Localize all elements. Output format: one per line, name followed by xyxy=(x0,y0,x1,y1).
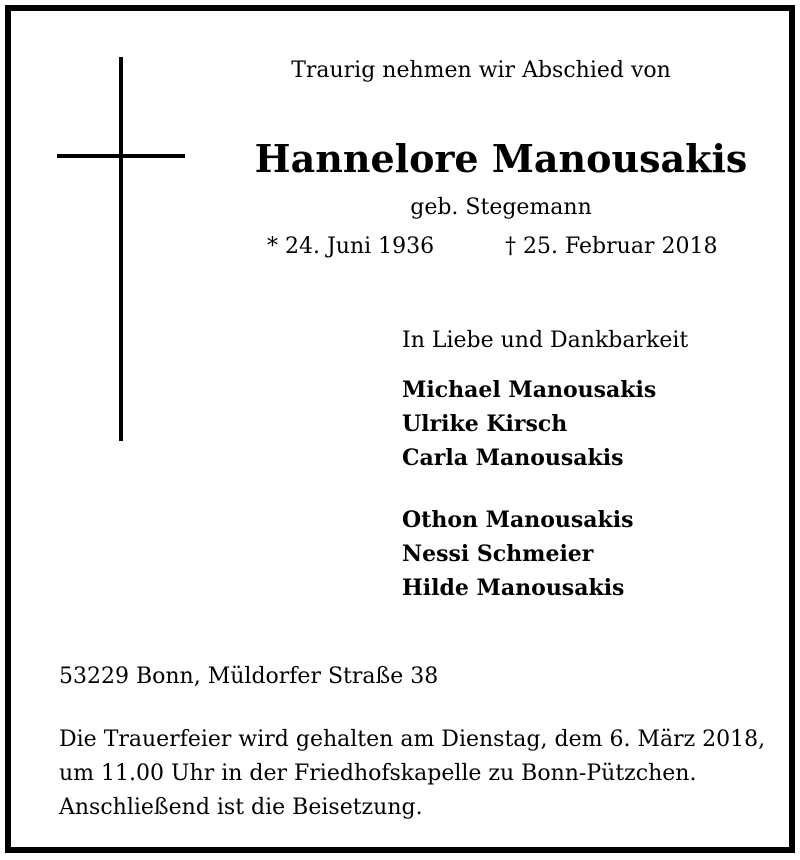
obituary-notice xyxy=(5,5,795,853)
mourner-name: Ulrike Kirsch xyxy=(402,411,568,437)
mourners-group-2 xyxy=(402,503,634,605)
mourners-group-1 xyxy=(402,373,656,475)
family-address: 53229 Bonn, Müldorfer Straße 38 xyxy=(59,664,439,689)
deceased-name: Hannelore Manousakis xyxy=(254,136,748,181)
intro-text: Traurig nehmen wir Abschied von xyxy=(291,58,671,83)
death-date: † 25. Februar 2018 xyxy=(505,234,718,259)
cross-vertical-bar xyxy=(119,57,123,441)
service-line: Die Trauerfeier wird gehalten am Dienstag, dem 6. März 2018, xyxy=(59,727,766,752)
mourner-name: Carla Manousakis xyxy=(402,445,624,471)
maiden-name: geb. Stegemann xyxy=(410,195,592,220)
closing-phrase: In Liebe und Dankbarkeit xyxy=(402,328,689,353)
service-line: um 11.00 Uhr in der Friedhofskapelle zu Bonn-Pützchen. xyxy=(59,761,697,786)
mourner-name: Michael Manousakis xyxy=(402,377,657,403)
mourner-name: Othon Manousakis xyxy=(402,507,634,533)
service-details xyxy=(59,723,765,825)
cross-horizontal-bar xyxy=(57,154,185,158)
service-line: Anschließend ist die Beisetzung. xyxy=(59,795,423,820)
mourner-name: Nessi Schmeier xyxy=(402,541,594,567)
mourner-name: Hilde Manousakis xyxy=(402,575,625,601)
birth-date: * 24. Juni 1936 xyxy=(267,234,435,259)
